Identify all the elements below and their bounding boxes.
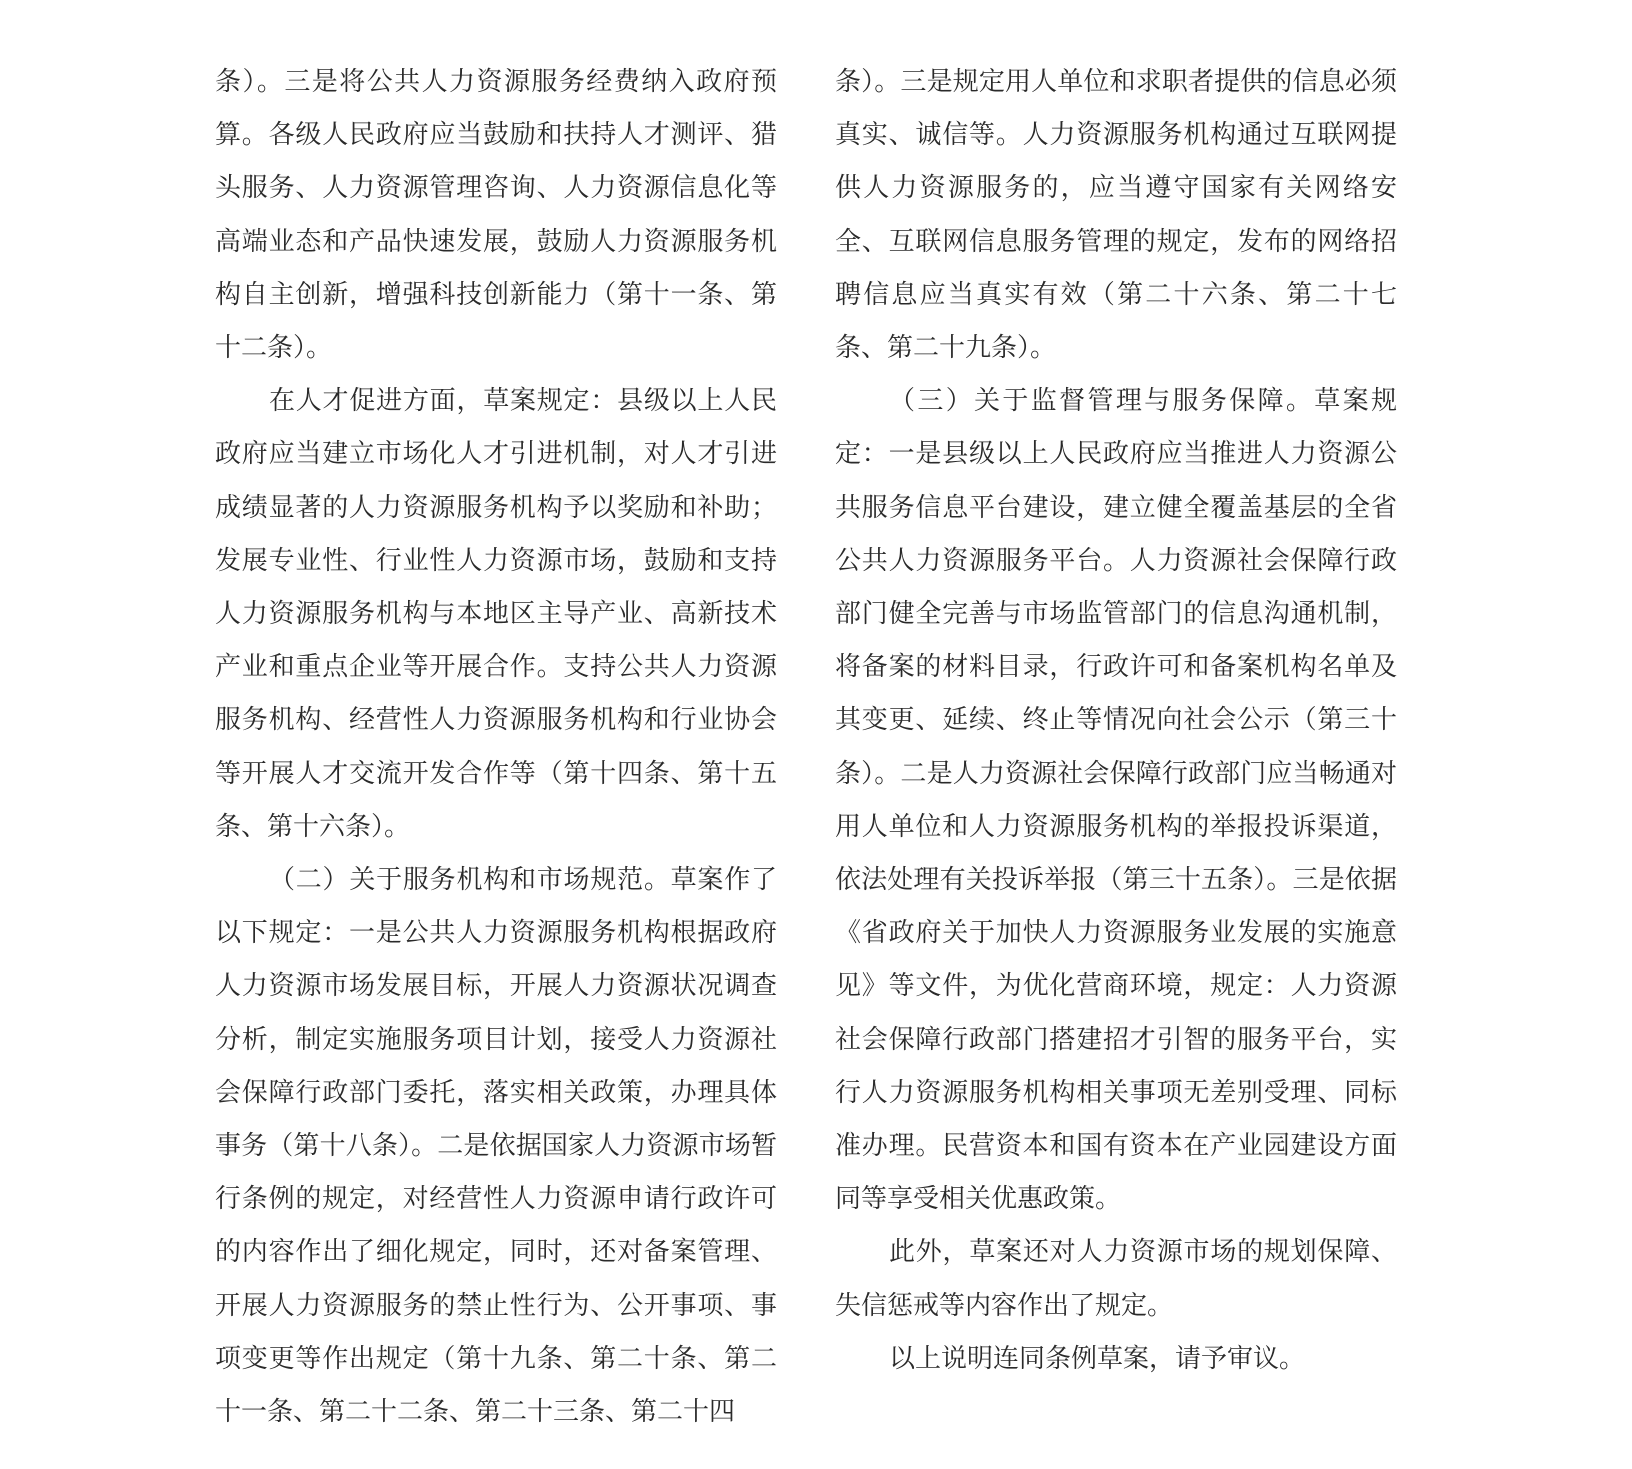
paragraph: 在人才促进方面，草案规定：县级以上人民政府应当建立市场化人才引进机制，对人才引进成绩显著的人力资源服务机构予以奖励和补助；发展专业性、行业性人力资源市场，鼓励和支持人力资源服务机构与本地区主导产业、高新技术产业和重点企业等开展合作。支持公共人力资源服务机构、经营性人力资源服务机构和行业协会等开展人才交流开发合作等（第十四条、第十五条、第十六条）。 — [215, 386, 777, 842]
paragraph: （三）关于监督管理与服务保障。草案规定：一是县级以上人民政府应当推进人力资源公共服务信息平台建设，建立健全覆盖基层的全省公共人力资源服务平台。人力资源社会保障行政部门健全完善与市场监管部门的信息沟通机制，将备案的材料目录，行政许可和备案机构名单及其变更、延续、终止等情况向社会公示（第三十条）。二是人力资源社会保障行政部门应当畅通对用人单位和人力资源服务机构的举报投诉渠道，依法处理有关投诉举报（第三十五条）。三是依据《省政府关于加快人力资源服务业发展的实施意见》等文件，为优化营商环境，规定：人力资源社会保障行政部门搭建招才引智的服务平台，实行人力资源服务机构相关事项无差别受理、同标准办理。民营资本和国有资本在产业园建设方面同等享受相关优惠政策。 — [835, 386, 1397, 1215]
left-column — [215, 56, 777, 1439]
paragraph: 条）。三是规定用人单位和求职者提供的信息必须真实、诚信等。人力资源服务机构通过互联网提供人力资源服务的，应当遵守国家有关网络安全、互联网信息服务管理的规定，发布的网络招聘信息应当真实有效（第二十六条、第二十七条、第二十九条）。 — [835, 67, 1397, 364]
right-column — [835, 56, 1397, 1386]
paragraph: 以上说明连同条例草案，请予审议。 — [889, 1343, 1306, 1374]
paragraph: 条）。三是将公共人力资源服务经费纳入政府预算。各级人民政府应当鼓励和扶持人才测评、猎头服务、人力资源管理咨询、人力资源信息化等高端业态和产品快速发展，鼓励人力资源服务机构自主创新，增强科技创新能力（第十一条、第十二条）。 — [215, 67, 777, 364]
paragraph: 此外，草案还对人力资源市场的规划保障、失信惩戒等内容作出了规定。 — [835, 1237, 1397, 1321]
paragraph: （二）关于服务机构和市场规范。草案作了以下规定：一是公共人力资源服务机构根据政府人力资源市场发展目标，开展人力资源状况调查分析，制定实施服务项目计划，接受人力资源社会保障行政部门委托，落实相关政策，办理具体事务（第十八条）。二是依据国家人力资源市场暂行条例的规定，对经营性人力资源申请行政许可的内容作出了细化规定，同时，还对备案管理、开展人力资源服务的禁止性行为、公开事项、事项变更等作出规定（第十九条、第二十条、第二十一条、第二十二条、第二十三条、第二十四 — [215, 865, 777, 1428]
